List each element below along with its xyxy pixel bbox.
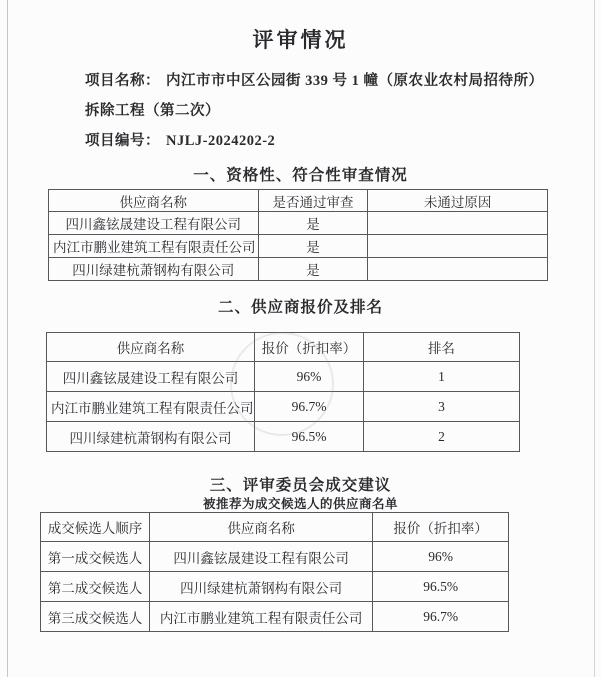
project-number-label: 项目编号：: [85, 133, 160, 149]
page-right-edge-line: [594, 0, 595, 677]
table-row: [49, 212, 548, 235]
table-row: [49, 235, 548, 258]
passed-review-cell: 是: [258, 212, 368, 235]
table-header-row: [47, 333, 520, 362]
column-header-fail-reason: 未通过原因: [368, 190, 548, 212]
candidate-order-cell: 第一成交候选人: [41, 542, 150, 572]
table-header-row: [49, 190, 548, 212]
column-header-quote: 报价（折扣率）: [255, 333, 364, 362]
quote-cell: 96%: [373, 542, 509, 572]
quote-cell: 96%: [255, 362, 364, 392]
fail-reason-cell: [368, 235, 548, 258]
project-meta: [85, 66, 551, 156]
supplier-name-cell: 四川鑫铉晟建设工程有限公司: [49, 212, 259, 235]
project-number-line: [85, 126, 551, 156]
table-row: [47, 362, 520, 392]
column-header-rank: 排名: [363, 333, 519, 362]
section-1-heading: 一、资格性、符合性审查情况: [193, 167, 408, 184]
page-left-edge-line: [7, 0, 8, 677]
qualification-review-table: [48, 189, 548, 281]
table-row: [47, 392, 520, 422]
quote-cell: 96.5%: [255, 422, 364, 452]
rank-cell: 2: [363, 422, 519, 452]
supplier-name-cell: 四川绿建杭萧钢构有限公司: [150, 572, 373, 602]
supplier-name-cell: 四川绿建杭萧钢构有限公司: [47, 422, 255, 452]
table-row: [41, 542, 509, 572]
column-header-quote: 报价（折扣率）: [373, 513, 509, 542]
supplier-name-cell: 内江市鹏业建筑工程有限责任公司: [49, 235, 259, 258]
section-3-subtitle: 被推荐为成交候选人的供应商名单: [202, 497, 398, 511]
column-header-passed-review: 是否通过审查: [258, 190, 368, 212]
column-header-supplier-name: 供应商名称: [47, 333, 255, 362]
fail-reason-cell: [368, 258, 548, 281]
candidate-order-cell: 第三成交候选人: [41, 602, 150, 632]
table-row: [41, 572, 509, 602]
fail-reason-cell: [368, 212, 548, 235]
section-3-heading: 三、评审委员会成交建议: [209, 477, 392, 494]
passed-review-cell: 是: [258, 258, 368, 281]
quote-cell: 96.7%: [373, 602, 509, 632]
passed-review-cell: 是: [258, 235, 368, 258]
supplier-name-cell: 内江市鹏业建筑工程有限责任公司: [47, 392, 255, 422]
supplier-name-cell: 内江市鹏业建筑工程有限责任公司: [150, 602, 373, 632]
quote-cell: 96.5%: [373, 572, 509, 602]
table-row: [49, 258, 548, 281]
project-name-line-continued: [85, 96, 551, 126]
project-number-value: NJLJ-2024202-2: [166, 133, 276, 149]
project-name-label: 项目名称：: [85, 73, 160, 89]
column-header-supplier-name: 供应商名称: [49, 190, 259, 212]
project-name-line: [85, 66, 551, 96]
supplier-name-cell: 四川鑫铉晟建设工程有限公司: [47, 362, 255, 392]
document-title: 评审情况: [252, 28, 349, 52]
project-name-value-line2: 拆除工程（第二次）: [85, 103, 220, 119]
quote-cell: 96.7%: [255, 392, 364, 422]
candidate-order-cell: 第二成交候选人: [41, 572, 150, 602]
section-2-heading: 二、供应商报价及排名: [217, 299, 383, 316]
quote-ranking-table: [46, 332, 520, 452]
supplier-name-cell: 四川绿建杭萧钢构有限公司: [49, 258, 259, 281]
column-header-candidate-order: 成交候选人顺序: [41, 513, 150, 542]
project-name-value-line1: 内江市市中区公园街 339 号 1 幢（原农业农村局招待所）: [166, 73, 544, 89]
rank-cell: 1: [363, 362, 519, 392]
column-header-supplier-name: 供应商名称: [150, 513, 373, 542]
table-row: [47, 422, 520, 452]
table-header-row: [41, 513, 509, 542]
rank-cell: 3: [363, 392, 519, 422]
table-row: [41, 602, 509, 632]
award-candidates-table: [40, 512, 509, 632]
supplier-name-cell: 四川鑫铉晟建设工程有限公司: [150, 542, 373, 572]
